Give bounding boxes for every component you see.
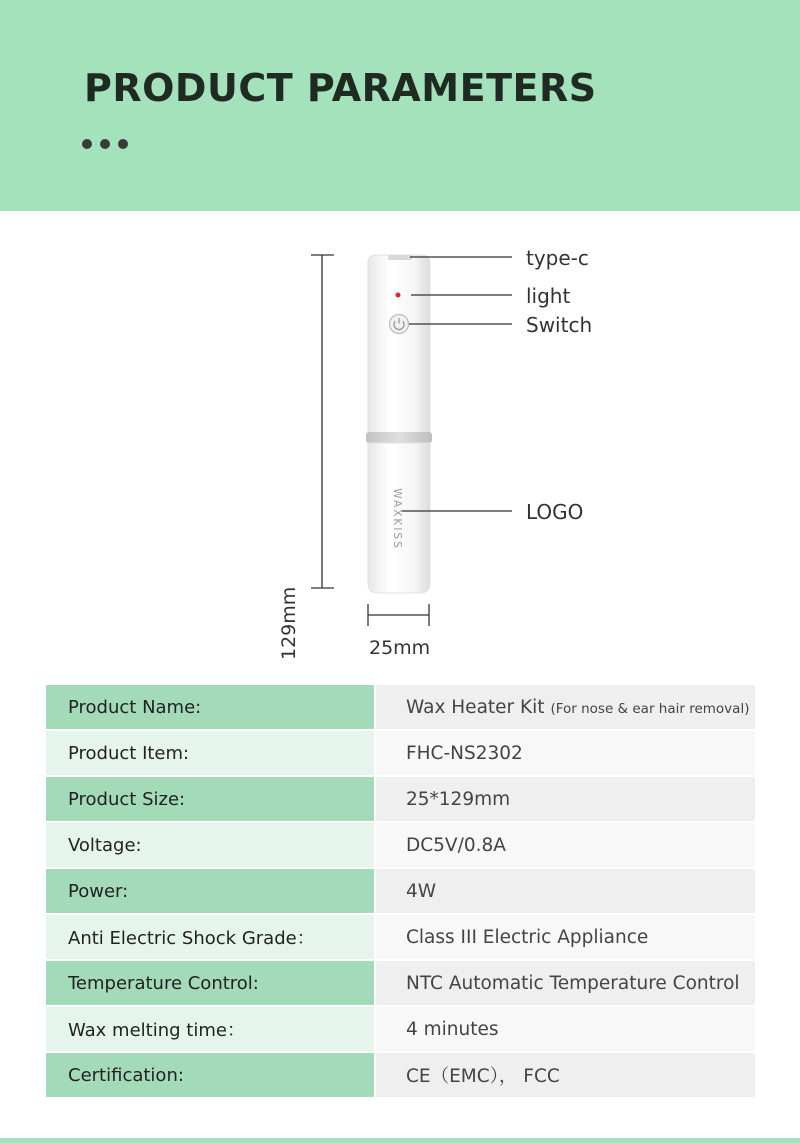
light-indicator bbox=[396, 293, 401, 298]
decorative-dots bbox=[82, 139, 128, 149]
param-value: DC5V/0.8A bbox=[375, 822, 755, 868]
param-value: 4 minutes bbox=[375, 1006, 755, 1052]
param-label: Voltage: bbox=[46, 822, 375, 868]
param-value: Class III Electric Appliance bbox=[375, 914, 755, 960]
callout-switch: Switch bbox=[526, 313, 593, 337]
parameters-table bbox=[46, 685, 755, 1097]
table-row bbox=[46, 730, 755, 776]
table-row bbox=[46, 776, 755, 822]
param-label: Certification: bbox=[46, 1052, 375, 1097]
dot-icon bbox=[118, 139, 128, 149]
height-label: 129mm bbox=[278, 586, 300, 660]
height-dimension bbox=[311, 255, 334, 588]
param-value: NTC Automatic Temperature Control bbox=[375, 960, 755, 1006]
product-name-value: Wax Heater Kit bbox=[406, 696, 545, 718]
width-label: 25mm bbox=[369, 637, 431, 659]
param-value bbox=[375, 685, 755, 730]
param-label: Wax melting time： bbox=[46, 1006, 375, 1052]
param-label: Power: bbox=[46, 868, 375, 914]
table-row bbox=[46, 868, 755, 914]
table-row bbox=[46, 960, 755, 1006]
page-title: PRODUCT PARAMETERS bbox=[84, 66, 597, 110]
param-value: CE（EMC）， FCC bbox=[375, 1052, 755, 1097]
table-row bbox=[46, 1052, 755, 1097]
param-label: Temperature Control: bbox=[46, 960, 375, 1006]
table-row bbox=[46, 1006, 755, 1052]
callout-light: light bbox=[526, 284, 571, 308]
power-icon bbox=[390, 315, 409, 334]
product-name-note: (For nose & ear hair removal) bbox=[550, 700, 750, 717]
table-row bbox=[46, 914, 755, 960]
param-value: 4W bbox=[375, 868, 755, 914]
dot-icon bbox=[100, 139, 110, 149]
table-row bbox=[46, 685, 755, 730]
param-label: Product Name: bbox=[46, 685, 375, 730]
param-label: Product Item: bbox=[46, 730, 375, 776]
param-value: 25*129mm bbox=[375, 776, 755, 822]
param-label: Product Size: bbox=[46, 776, 375, 822]
param-label: Anti Electric Shock Grade： bbox=[46, 914, 375, 960]
dot-icon bbox=[82, 139, 92, 149]
footer-divider bbox=[0, 1138, 800, 1143]
product-diagram bbox=[0, 211, 800, 681]
width-dimension bbox=[368, 604, 429, 626]
callout-type-c: type-c bbox=[526, 246, 589, 270]
param-value: FHC-NS2302 bbox=[375, 730, 755, 776]
device-logo: WAXKISS bbox=[391, 488, 403, 550]
callout-logo: LOGO bbox=[526, 500, 584, 524]
table-row bbox=[46, 822, 755, 868]
header-banner bbox=[0, 0, 800, 211]
product-illustration bbox=[0, 211, 800, 681]
